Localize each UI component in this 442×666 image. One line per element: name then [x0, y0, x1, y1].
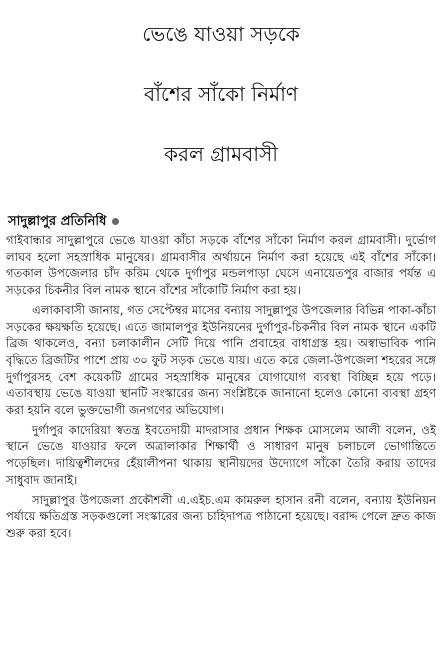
bullet-dot-icon	[112, 218, 119, 225]
article-body	[6, 232, 436, 545]
headline-line-2: বাঁশের সাঁকো নির্মাণ	[143, 82, 299, 106]
byline	[8, 212, 119, 233]
byline-text: সাদুল্লাপুর প্রতিনিধি	[8, 214, 107, 229]
paragraph-3: দুর্গাপুর কাদেরিয়া স্বতন্ত্র ইবতেদায়ী মাদরাসার প্রধান শিক্ষক মোসলেম আলী বলেন, ওই স্থানে ভেঙে যাওয়ার ফলে অত্রালাকার শিক্ষার্থী ও সাধারণ মানুষ চলাচলে ভোগান্তিতে পড়েছিল। দায়িত্বশীলদের হেঁয়ালীপনা থাকায় স্থানীয়দের উদ্যোগে সাঁকো তৈরি করায় তাদের সাধুবাদ জানাই।	[6, 422, 436, 487]
headline	[0, 4, 442, 184]
paragraph-2: এলাকাবাসী জানায়, গত সেপ্টেম্বর মাসের বন্যায় সাদুল্লাপুর উপজেলার বিভিন্ন পাকা-কাঁচা সড়কের ক্ষয়ক্ষতি হয়েছে। এতে জামালপুর ইউনিয়নের দুর্গাপুর-চিকনীর বিল নামক স্থানে একটি ব্রিজ থাকলেও, বন্যা চলাকালীন সেটি দিয়ে পানি প্রবাহের বাধাগ্রস্ত হয়। অস্বাভাবিক পানি বৃদ্ধিতে ব্রিজটির পাশে প্রায় ৩০ ফুট সড়ক ভেঙে যায়। এতে করে জেলা-উপজেলা শহরের সঙ্গে দুর্গাপুরসহ বেশ কয়েকটি গ্রামের সহস্রাধিক মানুষের যোগাযোগ ব্যবস্থা বিচ্ছিন্ন হয়ে পড়ে। এতাবস্থায় ভেঙে যাওয়া স্থানটি সংস্কারের জন্য সংশ্লিষ্টকে জানানো হলেও কোনো ব্যবস্থা গ্রহণ করা হয়নি বলে ভুক্তভোগী জনগণের অভিযোগ।	[6, 302, 436, 418]
paragraph-4: সাদুল্লাপুর উপজেলা প্রকৌশলী এ.এইচ.এম কামরুল হাসান রনী বলেন, বন্যায় ইউনিয়ন পর্যায়ে ক্ষতিগ্রস্ত সড়কগুলো সংস্কারের জন্য চাহিদাপত্র পাঠানো হয়েছে। বরাদ্দ পেলে দ্রুত কাজ শুরু করা হবে।	[6, 492, 436, 540]
headline-line-1: ভেঙে যাওয়া সড়কে	[142, 22, 300, 46]
headline-line-3: করল গ্রামবাসী	[163, 142, 278, 166]
paragraph-1: গাইবান্ধার সাদুল্লাপুরে ভেঙে যাওয়া কাঁচা সড়কে বাঁশের সাঁকো নির্মাণ করল গ্রামবাসী। দুর্ভোগ লাঘব হলো সহস্রাধিক মানুষের। গ্রামবাসীর অর্থায়নে নির্মাণ করা হয়েছে এই বাঁশের সাঁকো। গতকাল উপজেলার চাঁদ করিম থেকে দুর্গাপুর মন্ডলপাড়া ঘেসে এনায়েতপুর বাজার পর্যন্ত এ সড়কের চিকনীর বিল নামক স্থানে বাঁশের সাঁকোটি নির্মাণ করা হয়।	[6, 233, 436, 298]
